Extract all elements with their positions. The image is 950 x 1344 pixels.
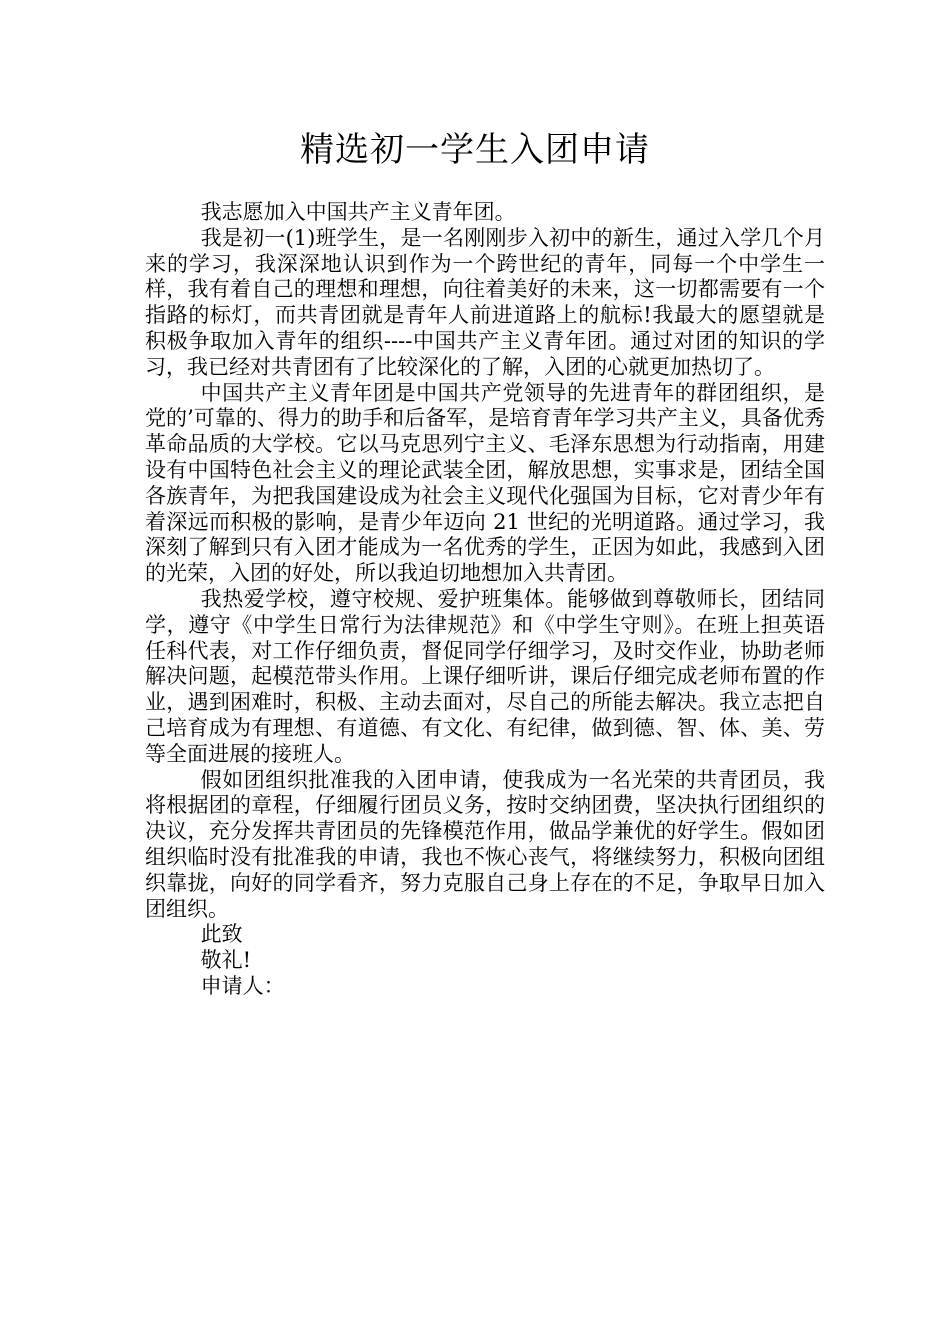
applicant-signature-line: 申请人： (200, 973, 285, 998)
paragraph-about-league: 中国共产主义青年团是中国共产党领导的先进青年的群团组织，是党的’可靠的、得力的助手和后备军，是培育青年学习共产主义，具备优秀革命品质的大学校。它以马克思列宁主义、毛泽东思想为行动指南，用建设有中国特色社会主义的理论武装全团，解放思想，实事求是，团结全国各族青年，为把我国建设成为社会主义现代化强国为目标，它对青少年有着深远而积极的影响，是青少年迈向 21 世纪的光明道路。通过学习，我深刻了解到只有入团才能成为一名优秀的学生，正因为如此，我感到入团的光荣，入团的好处，所以我迫切地想加入共青团。 (145, 380, 825, 586)
paragraph-intro: 我志愿加入中国共产主义青年团。 (200, 200, 516, 224)
paragraph-self-introduction: 我是初一(1)班学生，是一名刚刚步入初中的新生，通过入学几个月来的学习，我深深地认识到作为一个跨世纪的青年，同每一个中学生一样，我有着自己的理想和理想，向往着美好的未来，这一切都需要有一个指路的标灯，而共青团就是青年人前进道路上的航标!我最大的愿望就是积极争取加入青年的组织----中国共产主义青年团。通过对团的知识的学习，我已经对共青团有了比较深化的了解，入团的心就更加热切了。 (145, 225, 825, 379)
paragraph-commitment: 假如团组织批准我的入团申请，使我成为一名光荣的共青团员，我将根据团的章程，仔细履行团员义务，按时交纳团费，坚决执行团组织的决议，充分发挥共青团员的先锋模范作用，做品学兼优的好学生。假如团组织临时没有批准我的申请，我也不恢心丧气，将继续努力，积极向团组织靠拢，向好的同学看齐，努力克服自己身上存在的不足，争取早日加入团组织。 (145, 767, 825, 921)
paragraph-school-performance: 我热爱学校，遵守校规、爱护班集体。能够做到尊敬师长，团结同学，遵守《中学生日常行为法律规范》和《中学生守则》。在班上担英语任科代表，对工作仔细负责，督促同学仔细学习，及时交作业，协助老师解决问题，起模范带头作用。上课仔细听讲，课后仔细完成老师布置的作业，遇到困难时，积极、主动去面对，尽自己的所能去解决。我立志把自己培育成为有理想、有道德、有文化、有纪律，做到德、智、体、美、劳等全面进展的接班人。 (145, 586, 825, 766)
closing-respect: 敬礼! (200, 948, 252, 973)
document-title: 精选初一学生入团申请 (300, 130, 650, 170)
document-body (145, 200, 825, 1000)
closing-salutation: 此致 (200, 922, 243, 947)
